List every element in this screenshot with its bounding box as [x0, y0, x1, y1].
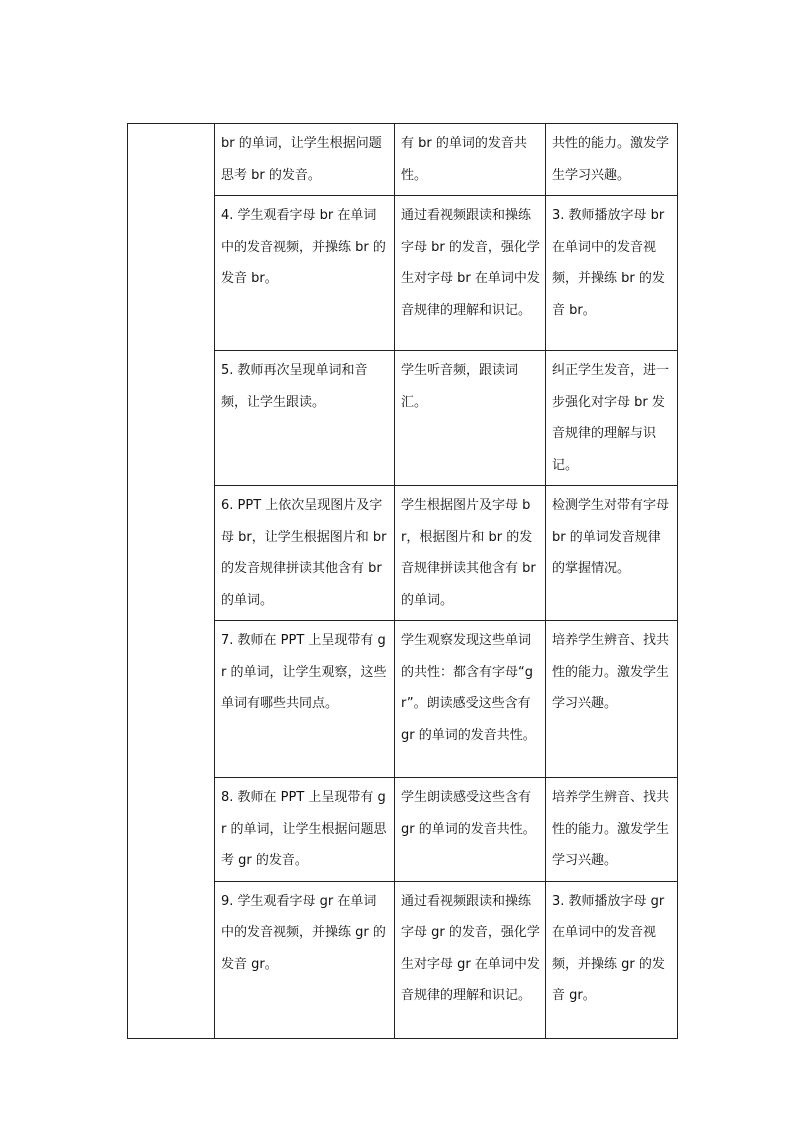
- design-intent-cell: [546, 778, 678, 882]
- teacher-activity-text: 4. 学生观看字母 br 在单词中的发音视频，并操练 br 的发音 br。: [221, 208, 386, 286]
- teacher-activity-text: 7. 教师在 PPT 上呈现带有 gr 的单词，让学生观察，这些单词有哪些共同点。: [221, 633, 387, 711]
- student-activity-text: 有 br 的单词的发音共性。: [401, 136, 527, 183]
- design-intent-text: 培养学生辨音、找共性的能力。激发学生学习兴趣。: [552, 790, 670, 868]
- design-intent-text: 共性的能力。激发学生学习兴趣。: [552, 136, 670, 183]
- student-activity-cell: [395, 124, 546, 196]
- table-row: [128, 124, 678, 196]
- student-activity-text: 学生朗读感受这些含有 gr 的单词的发音共性。: [401, 790, 536, 837]
- student-activity-cell: [395, 196, 546, 351]
- student-activity-cell: [395, 486, 546, 621]
- design-intent-text: 纠正学生发音，进一步强化对字母 br 发音规律的理解与识记。: [552, 363, 670, 473]
- teacher-activity-text: 8. 教师在 PPT 上呈现带有 gr 的单词，让学生根据问题思考 gr 的发音。: [221, 790, 387, 868]
- teacher-activity-text: br 的单词，让学生根据问题思考 br 的发音。: [221, 136, 382, 183]
- design-intent-text: 3. 教师播放字母 br 在单词中的发音视频，并操练 br 的发音 br。: [552, 208, 665, 318]
- design-intent-cell: [546, 196, 678, 351]
- student-activity-text: 通过看视频跟读和操练字母 br 的发音，强化学生对字母 br 在单词中发音规律的理解和识记。: [401, 208, 540, 318]
- teacher-activity-text: 5. 教师再次呈现单词和音频，让学生跟读。: [221, 363, 368, 410]
- student-activity-cell: [395, 881, 546, 1038]
- design-intent-cell: [546, 351, 678, 486]
- design-intent-cell: [546, 621, 678, 778]
- student-activity-text: 通过看视频跟读和操练字母 gr 的发音，强化学生对字母 gr 在单词中发音规律的理解和识记。: [401, 893, 540, 1003]
- design-intent-cell: [546, 124, 678, 196]
- lesson-plan-table: [127, 123, 678, 1039]
- teacher-activity-cell: [215, 196, 395, 351]
- student-activity-cell: [395, 778, 546, 882]
- design-intent-text: 检测学生对带有字母 br 的单词发音规律的掌握情况。: [552, 498, 670, 576]
- design-intent-text: 培养学生辨音、找共性的能力。激发学生学习兴趣。: [552, 633, 670, 711]
- teacher-activity-text: 9. 学生观看字母 gr 在单词中的发音视频，并操练 gr 的发音 gr。: [221, 893, 386, 972]
- stage-cell: [128, 124, 215, 1039]
- teacher-activity-cell: [215, 881, 395, 1038]
- teacher-activity-cell: [215, 351, 395, 486]
- design-intent-text: 3. 教师播放字母 gr 在单词中的发音视频，并操练 gr 的发音 gr。: [552, 893, 665, 1003]
- student-activity-text: 学生听音频，跟读词汇。: [401, 363, 519, 410]
- teacher-activity-cell: [215, 778, 395, 882]
- student-activity-text: 学生根据图片及字母 br，根据图片和 br 的发音规律拼读其他含有 br 的单词。: [401, 498, 536, 608]
- teacher-activity-cell: [215, 621, 395, 778]
- student-activity-text: 学生观察发现这些单词的共性：都含有字母“gr”。朗读感受这些含有 gr 的单词的发音共性。: [401, 633, 536, 743]
- design-intent-cell: [546, 881, 678, 1038]
- design-intent-cell: [546, 486, 678, 621]
- student-activity-cell: [395, 621, 546, 778]
- teacher-activity-cell: [215, 124, 395, 196]
- teacher-activity-text: 6. PPT 上依次呈现图片及字母 br，让学生根据图片和 br 的发音规律拼读其他含有 br 的单词。: [221, 498, 387, 608]
- student-activity-cell: [395, 351, 546, 486]
- teacher-activity-cell: [215, 486, 395, 621]
